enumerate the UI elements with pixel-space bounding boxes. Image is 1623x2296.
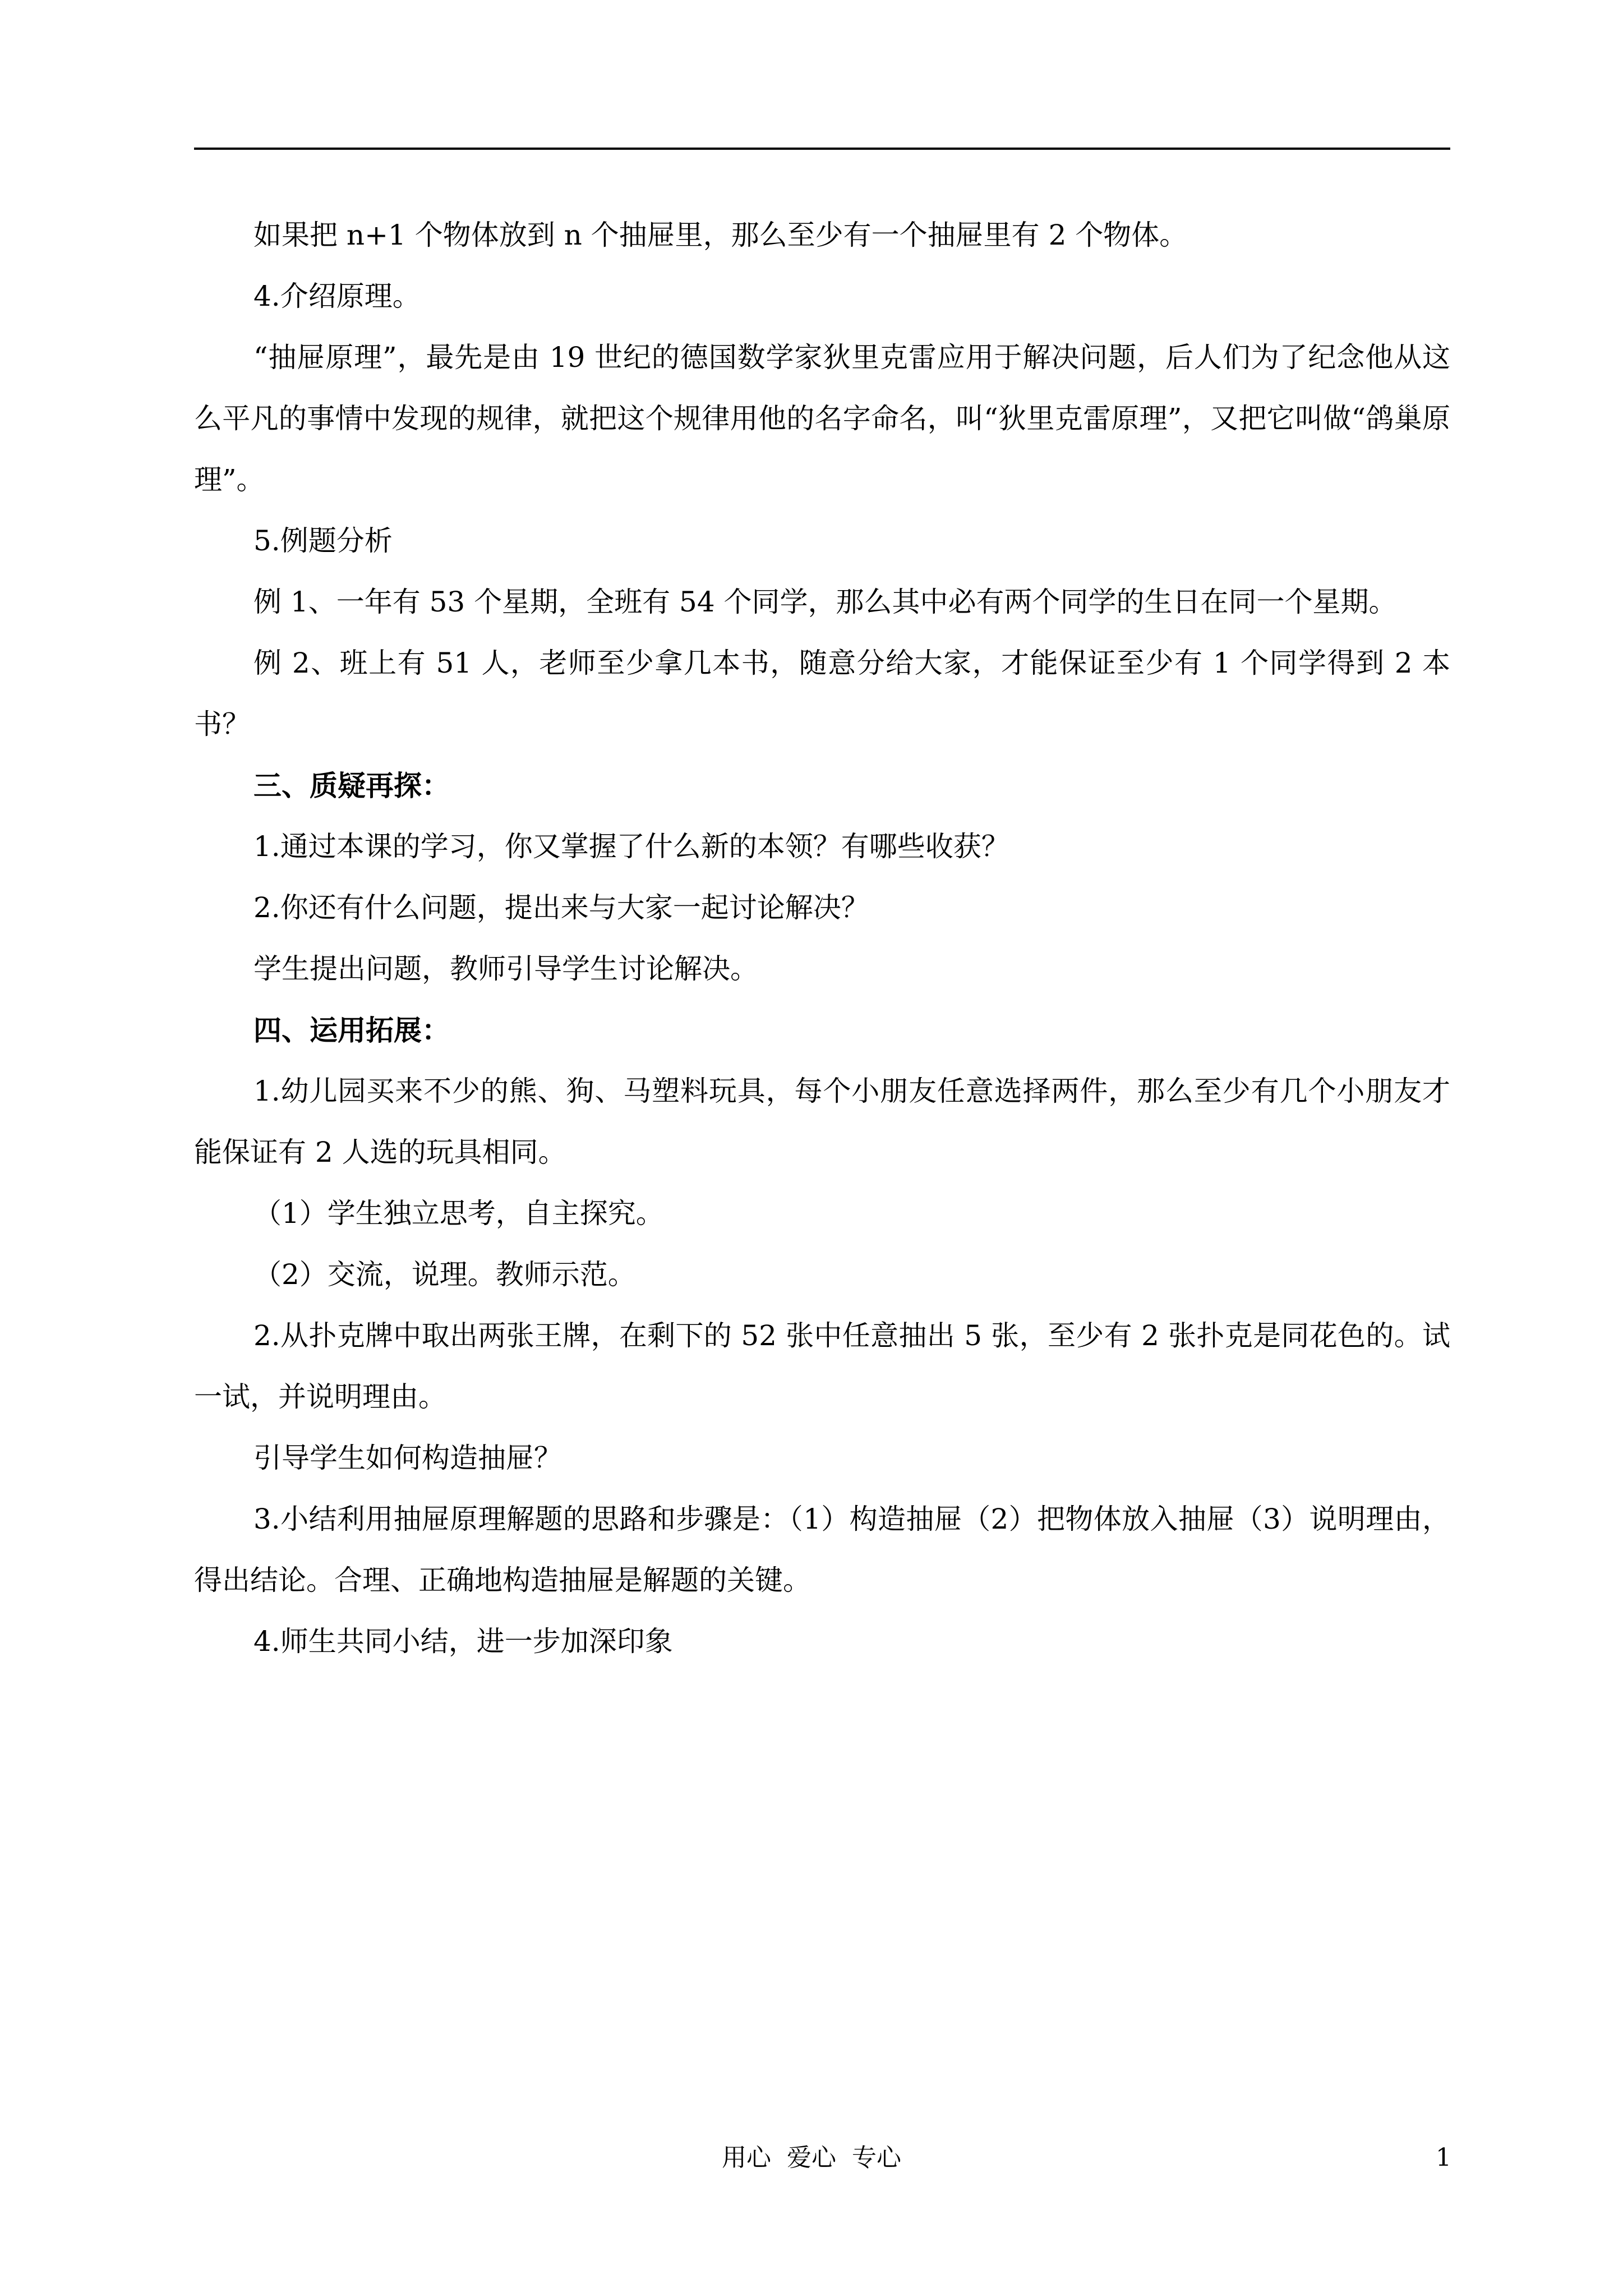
paragraph-guide-drawers: 引导学生如何构造抽屉？ <box>253 1442 562 1474</box>
paragraph-exercise-2: 2.从扑克牌中取出两张王牌，在剩下的 52 张中任意抽出 5 张，至少有 2 张扑克是同花色的。试一试，并说明理由。 <box>194 1319 1450 1413</box>
paragraph-summary-steps: 3.小结利用抽屉原理解题的思路和步骤是：（1）构造抽屉（2）把物体放入抽屉（3）说明理由，得出结论。合理、正确地构造抽屉是解题的关键。 <box>194 1503 1450 1596</box>
paragraph-question-2: 2.你还有什么问题，提出来与大家一起讨论解决？ <box>253 891 869 924</box>
document-body <box>194 205 1450 1672</box>
paragraph-students-ask: 学生提出问题，教师引导学生讨论解决。 <box>253 953 758 985</box>
paragraph-exercise-1: 1.幼儿园买来不少的熊、狗、马塑料玩具，每个小朋友任意选择两件，那么至少有几个小朋友才能保证有 2 人选的玩具相同。 <box>194 1075 1450 1168</box>
paragraph-principle-statement: 如果把 n+1 个物体放到 n 个抽屉里，那么至少有一个抽屉里有 2 个物体。 <box>253 219 1188 251</box>
header-rule <box>194 148 1450 150</box>
footer-motto: 用心 爱心 专心 <box>722 2143 901 2172</box>
paragraph-joint-summary: 4.师生共同小结，进一步加深印象 <box>253 1625 673 1658</box>
paragraph-example-2: 例 2、班上有 51 人，老师至少拿几本书，随意分给大家，才能保证至少有 1 个同学得到 2 本书？ <box>194 647 1450 740</box>
paragraph-example-1: 例 1、一年有 53 个星期，全班有 54 个同学，那么其中必有两个同学的生日在同一个星期。 <box>253 586 1397 618</box>
paragraph-exercise-1-step-1: （1）学生独立思考，自主探究。 <box>253 1197 664 1230</box>
section-heading-question: 三、质疑再探： <box>253 769 450 802</box>
paragraph-introduce-principle: 4.介绍原理。 <box>253 280 421 312</box>
section-heading-application: 四、运用拓展： <box>253 1014 450 1047</box>
paragraph-example-analysis: 5.例题分析 <box>253 524 393 557</box>
page-number: 1 <box>1436 2143 1451 2172</box>
paragraph-principle-history: “抽屉原理”，最先是由 19 世纪的德国数学家狄里克雷应用于解决问题，后人们为了纪念他从这么平凡的事情中发现的规律，就把这个规律用他的名字命名，叫“狄里克雷原理”，又把它叫做“鸽巢原理”。 <box>194 341 1450 496</box>
paragraph-question-1: 1.通过本课的学习，你又掌握了什么新的本领？有哪些收获？ <box>253 830 1009 863</box>
paragraph-exercise-1-step-2: （2）交流，说理。教师示范。 <box>253 1258 636 1291</box>
